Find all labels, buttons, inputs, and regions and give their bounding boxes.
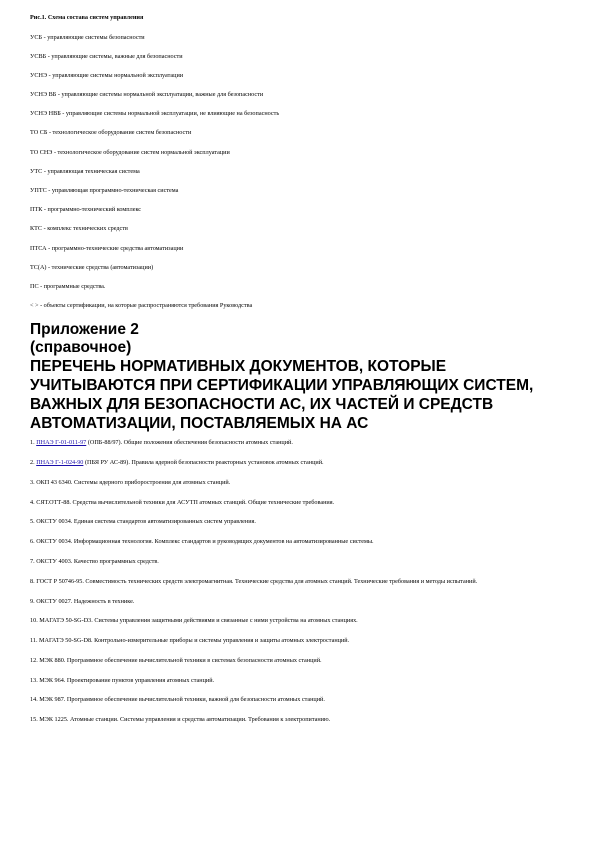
document-item: 8. ГОСТ Р 50746-95. Совместимость технических средств электромагнитная. Технические средства для атомных станций. Технические требования и методы испытаний. bbox=[30, 577, 478, 585]
document-text: (ПБЯ РУ АС-89). Правила ядерной безопасности реакторных установок атомных станций. bbox=[83, 459, 324, 467]
document-item: 7. ОКСТУ 4003. Качество программных средств. bbox=[30, 558, 159, 565]
legend-item-usvb: УСВБ - управляющие системы, важные для безопасности bbox=[30, 52, 183, 60]
legend-item-usb: УСБ - управляющие системы безопасности bbox=[30, 33, 145, 41]
document-item: 5. ОКСТУ 0034. Единая система стандартов автоматизированных систем управления. bbox=[30, 518, 256, 526]
document-text: (ОПБ-88/97). Общие положения обеспечения безопасности атомных станций. bbox=[86, 439, 293, 447]
legend-item-to-sb: ТО СБ - технологическое оборудование систем безопасности bbox=[30, 129, 192, 137]
legend-item-usne-nvb: УСНЭ НВБ - управляющие системы нормальной эксплуатации, не влияющие на безопасность bbox=[30, 110, 280, 118]
document-item bbox=[30, 459, 570, 468]
appendix-title: Приложение 2 bbox=[30, 321, 139, 339]
legend-item-upts: УПТС - управляющая программно-техническая система bbox=[30, 187, 179, 194]
document-link[interactable]: ПНАЭ Г-1-024-90 bbox=[36, 459, 84, 467]
legend-item-kts: КТС - комплекс технических средств bbox=[30, 225, 128, 233]
legend-item-uts: УТС - управляющая техническая система bbox=[30, 167, 140, 175]
document-item: 14. МЭК 987. Программное обеспечение вычислительной техники, важной для безопасности атомных станций. bbox=[30, 696, 325, 704]
legend-item-ptk: ПТК - программно-технический комплекс bbox=[30, 206, 142, 214]
document-item: 10. МАГАТЭ 50-SG-D3. Системы управления защитными действиями и связанные с ними устройства на атомных станциях. bbox=[30, 617, 358, 625]
document-item: 11. МАГАТЭ 50-SG-D8. Контрольно-измерительные приборы и системы управления и защиты атомных электростанций. bbox=[30, 637, 350, 645]
appendix-header bbox=[30, 321, 570, 433]
abbreviation-legend bbox=[30, 34, 570, 311]
legend-item-ps: ПС - программные средства. bbox=[30, 282, 106, 290]
document-item: 13. МЭК 964. Проектирование пунктов управления атомных станций. bbox=[30, 676, 215, 684]
document-item bbox=[30, 439, 570, 448]
appendix-subtitle: (справочное) bbox=[30, 339, 132, 357]
document-item: 4. СЯТ.ОТТ-88. Средства вычислительной техники для АСУТП атомных станций. Общие технические требования. bbox=[30, 498, 335, 506]
document-item: 12. МЭК 880. Программное обеспечение вычислительной техники в системах безопасности атомных станций. bbox=[30, 656, 322, 664]
legend-item-ptsa: ПТСА - программно-технические средства автоматизации bbox=[30, 244, 184, 252]
document-item: 15. МЭК 1225. Атомные станции. Системы управления и средства автоматизации. Требования к электропитанию. bbox=[30, 716, 331, 724]
document-number: 2. bbox=[30, 459, 37, 467]
figure-caption: Рис.1. Схема состава систем управления bbox=[30, 14, 144, 21]
normative-documents-list bbox=[30, 439, 570, 725]
legend-item-usne-vb: УСНЭ ВБ - управляющие системы нормальной эксплуатации, важные для безопасности bbox=[30, 91, 264, 99]
document-item: 3. ОКП 43 6340. Системы ядерного приборостроения для атомных станций. bbox=[30, 478, 231, 486]
document-number: 1. bbox=[30, 439, 37, 447]
legend-item-to-sne: ТО СНЭ - технологическое оборудование систем нормальной эксплуатации bbox=[30, 148, 230, 156]
document-page bbox=[30, 14, 570, 736]
legend-item-certification-objects: < > - объекты сертификации, на которые распространяются требования Руководства bbox=[30, 302, 253, 310]
document-link[interactable]: ПНАЭ Г-01-011-97 bbox=[36, 439, 87, 447]
appendix-heading: ПЕРЕЧЕНЬ НОРМАТИВНЫХ ДОКУМЕНТОВ, КОТОРЫЕ УЧИТЫВАЮТСЯ ПРИ СЕРТИФИКАЦИИ УПРАВЛЯЮЩИХ СИСТЕМ, ВАЖНЫХ ДЛЯ БЕЗОПАСНОСТИ АС, ИХ ЧАСТЕЙ И СРЕДСТВ АВТОМАТИЗАЦИИ, ПОСТАВЛЯЕМЫХ НА АС bbox=[30, 358, 534, 433]
legend-item-usne: УСНЭ - управляющие системы нормальной эксплуатации bbox=[30, 71, 184, 79]
document-item: 6. ОКСТУ 0034. Информационная технология. Комплекс стандартов и руководящих документов на автоматизированные системы. bbox=[30, 538, 374, 546]
document-item: 9. ОКСТУ 0027. Надежность в технике. bbox=[30, 597, 135, 605]
legend-item-tsa: ТС(А) - технические средства (автоматизации) bbox=[30, 263, 154, 271]
